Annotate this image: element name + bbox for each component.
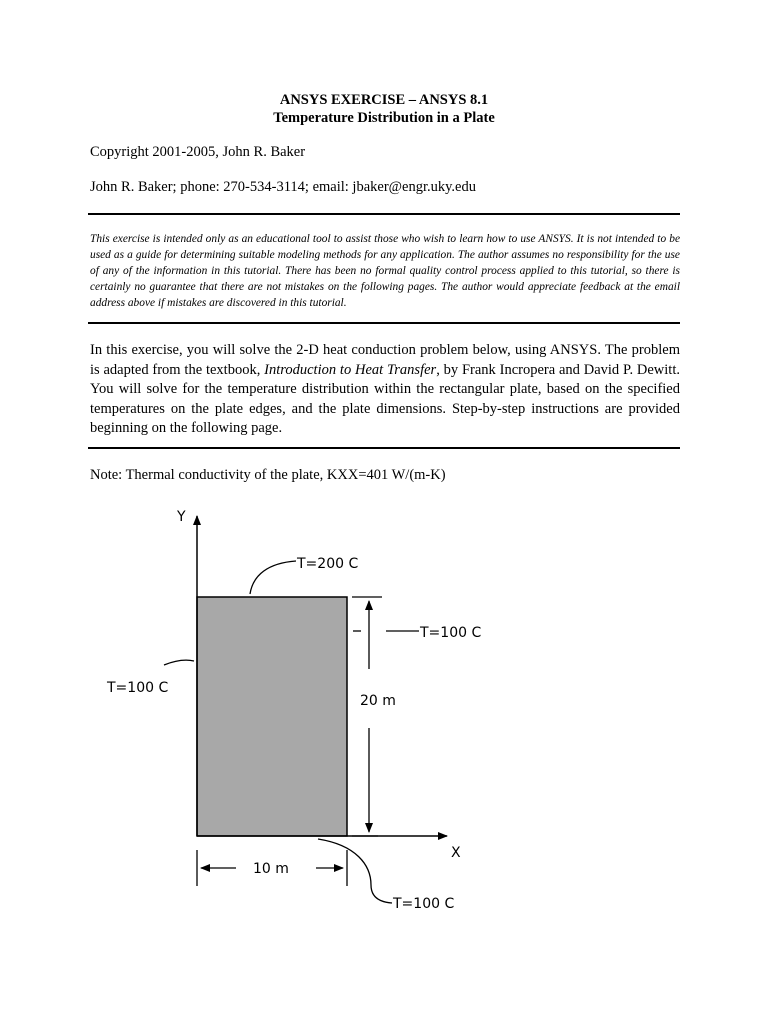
top-edge-temperature-label: T=200 C <box>297 556 359 572</box>
y-axis-label: Y <box>177 509 186 525</box>
plate-rectangle <box>197 597 347 836</box>
copyright-line: Copyright 2001-2005, John R. Baker <box>90 144 306 160</box>
right-edge-temperature-label: T=100 C <box>420 625 482 641</box>
height-dimension-label: 20 m <box>360 693 396 709</box>
document-subtitle: Temperature Distribution in a Plate <box>273 110 495 126</box>
note-line: Note: Thermal conductivity of the plate, KXX=401 W/(m-K) <box>90 467 446 483</box>
disclaimer-paragraph: This exercise is intended only as an educational tool to assist those who wish to learn how to use ANSYS. It is not intended to be used as a guide for determining suitable modeling methods for any application. The author assumes no responsibility for the use of any of the information in this tutorial. There has been no formal quality control process applied to this tutorial, so there is certainly no guarantee that there are not mistakes on the following pages. The author would appreciate feedback at the email address above if mistakes are discovered in this tutorial. <box>90 233 680 309</box>
left-edge-leader <box>164 660 194 665</box>
bottom-edge-leader <box>318 839 392 903</box>
top-edge-leader <box>250 561 296 594</box>
contact-line: John R. Baker; phone: 270-534-3114; email: jbaker@engr.uky.edu <box>90 179 476 195</box>
width-dimension-label: 10 m <box>253 861 289 877</box>
intro-text-part2: , by Frank Incropera and David P. Dewitt. You will solve for the temperature distribution within the rectangular plate, based on the specified temperatures on the plate edges, and the plate dimensions. Step-by-step instructions are provided beginning on the following page. <box>90 361 680 436</box>
x-axis-label: X <box>451 845 461 861</box>
book-title: Introduction to Heat Transfer <box>264 361 437 378</box>
left-edge-temperature-label: T=100 C <box>107 680 169 696</box>
bottom-edge-temperature-label: T=100 C <box>393 896 455 912</box>
document-title: ANSYS EXERCISE – ANSYS 8.1 <box>279 92 489 108</box>
intro-text-part1: In this exercise, you will solve the 2-D heat conduction problem below, using ANSYS. The problem is adapted from the textbook, <box>90 342 680 378</box>
